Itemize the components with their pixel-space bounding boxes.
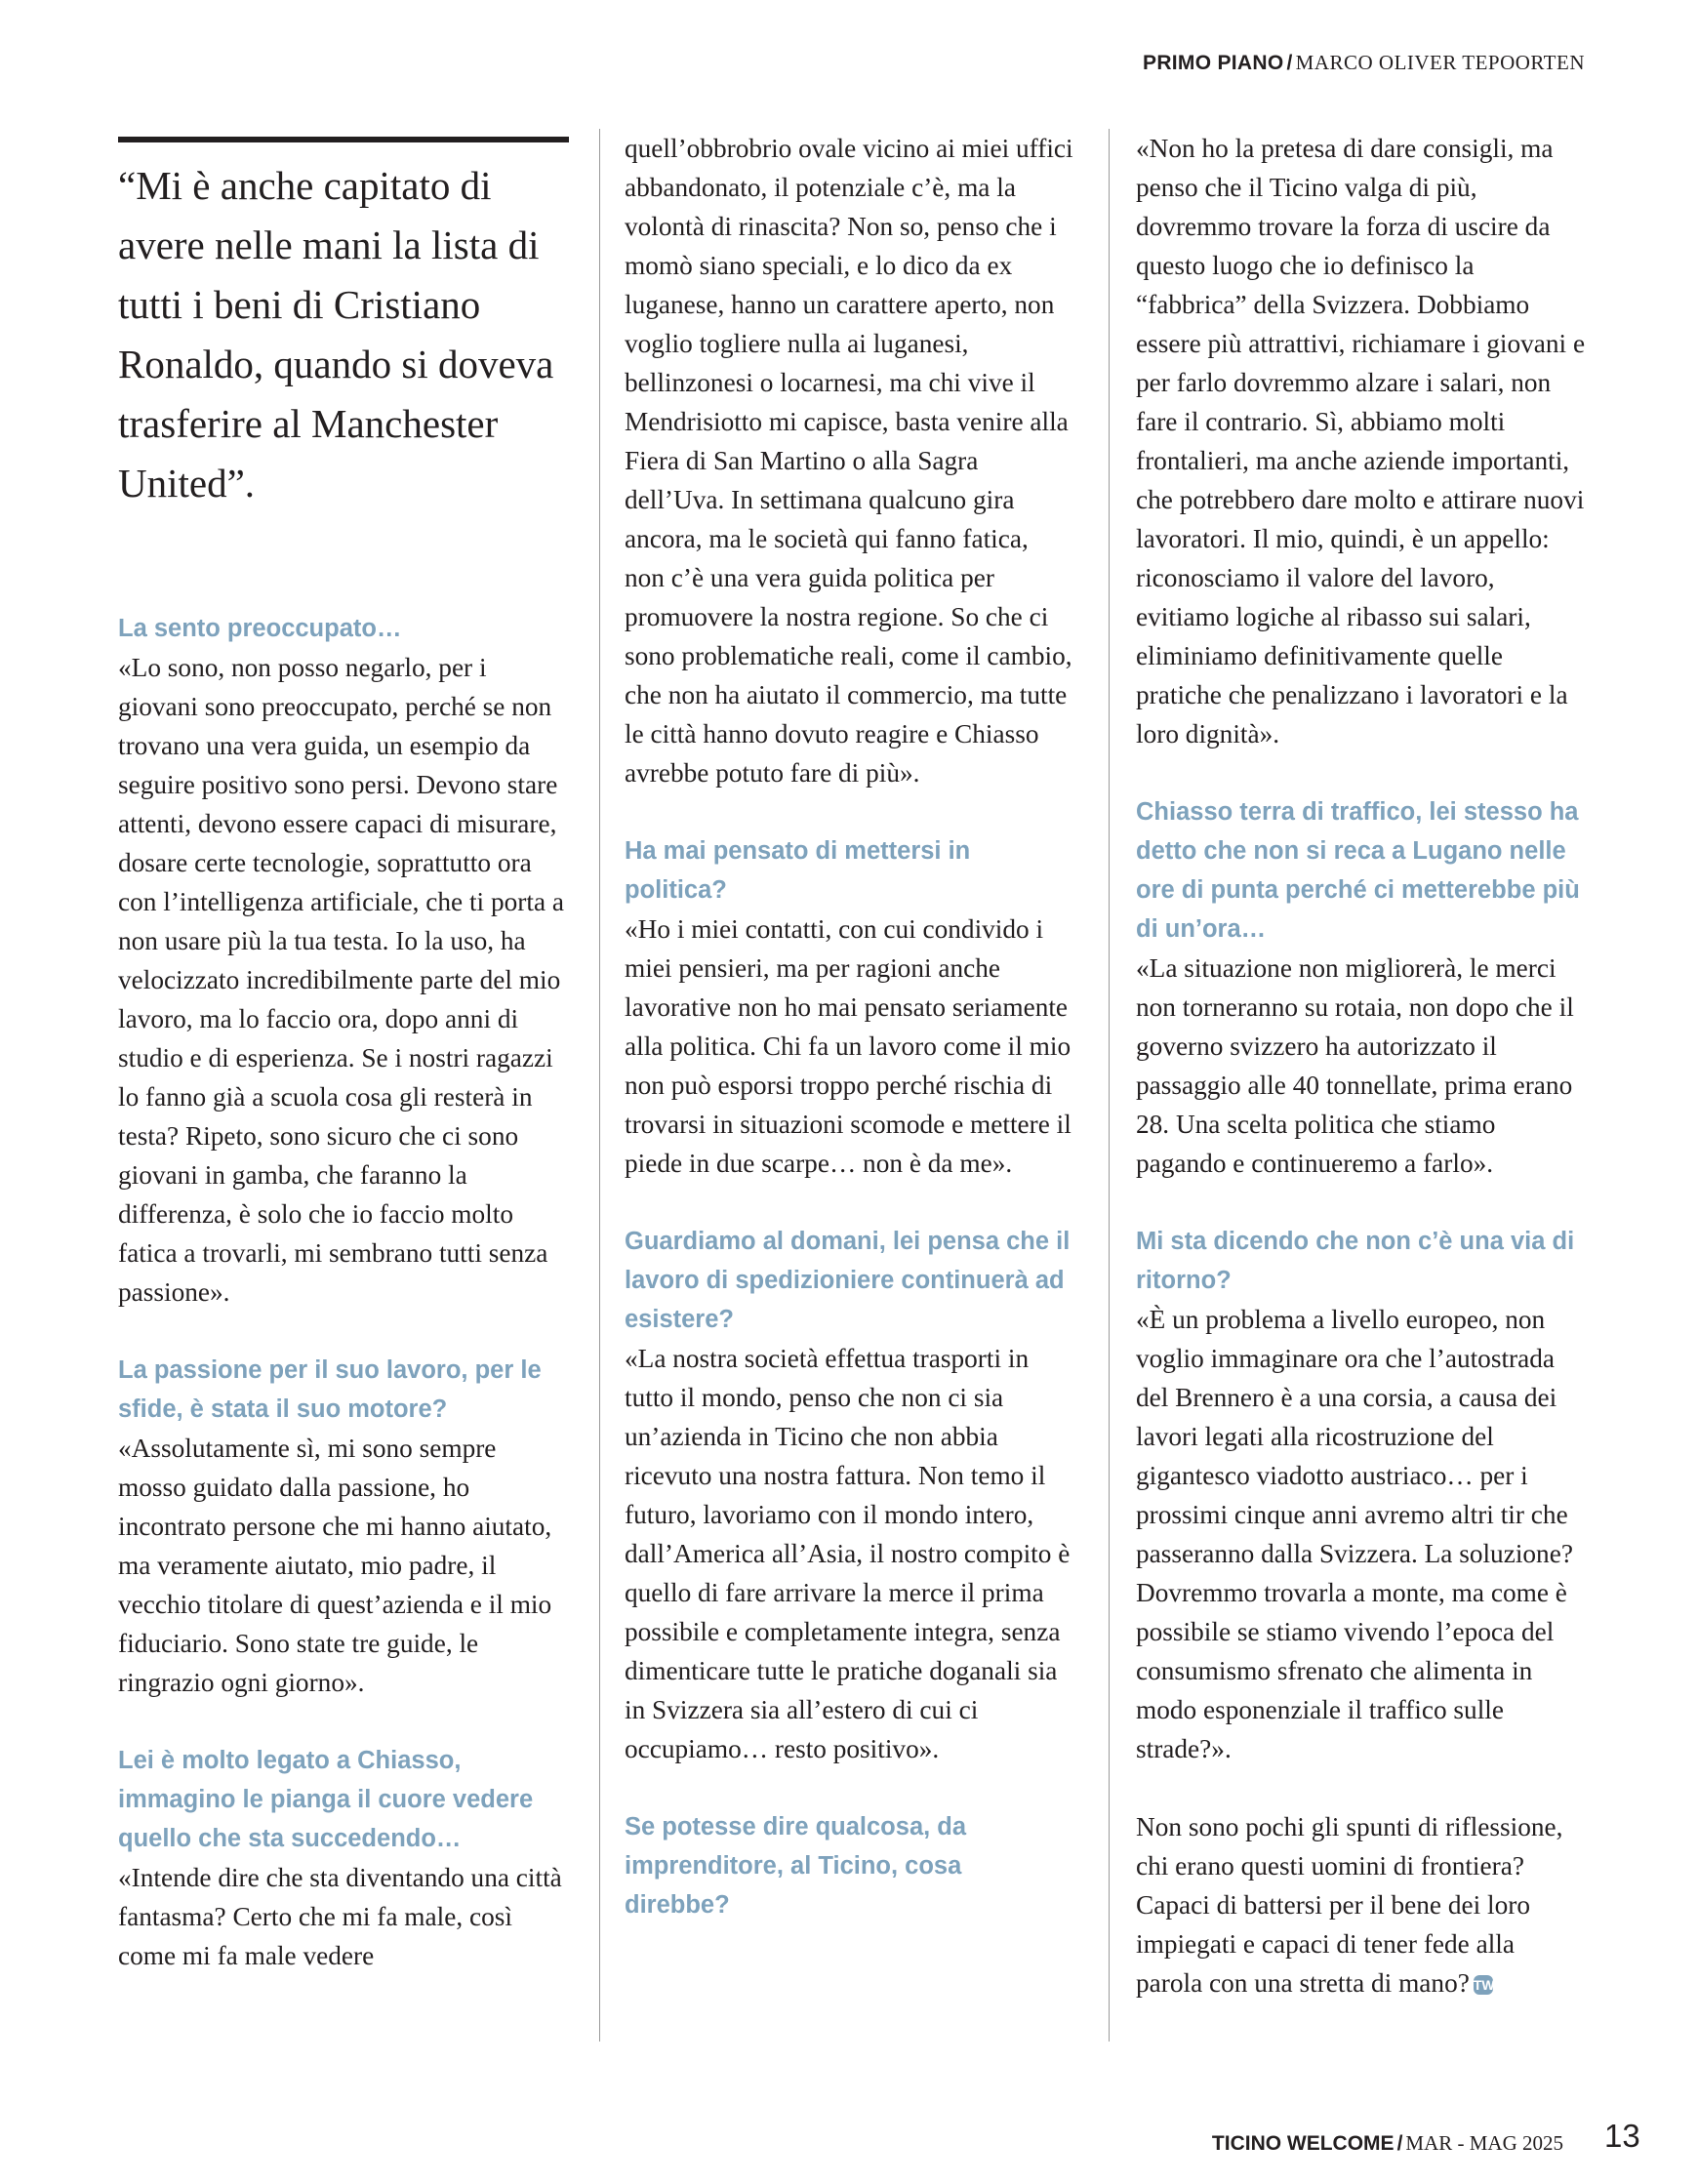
interview-question: Ha mai pensato di mettersi in politica? (625, 837, 971, 904)
interview-answer: quell’obbrobrio ovale vicino ai miei uffici abbandonato, il potenziale c’è, ma la volontà di rinascita? Non so, penso che i momò siano speciali, e lo dico da ex luganese, hanno un carattere aperto, non voglio togliere nulla ai luganesi, bellinzonesi o locarnesi, ma chi vive il Mendrisiotto mi capisce, basta venire alla Fiera di San Martino o alla Sagra dell’Uva. In settimana qualcuno gira ancora, ma le società qui fanno fatica, non c’è una vera guida politica per promuovere la nostra regione. So che ci sono problematiche reali, come il cambio, che non ha aiutato il commercio, ma tutte le città hanno dovuto reagire e Chiasso avrebbe potuto fare di più». (625, 134, 1073, 788)
header-separator: / (1286, 52, 1293, 74)
interview-answer: «La situazione non migliorerà, le merci non torneranno su rotaia, non dopo che il governo svizzero ha autorizzato il passaggio alle 40 tonnellate, prima erano 28. Una scelta politica che stiamo pagando e continueremo a farlo». (1136, 953, 1574, 1178)
interview-answer: «Lo sono, non posso negarlo, per i giovani sono preoccupato, perché se non trovano una vera guida, un esempio da seguire positivo sono persi. Devono stare attenti, devono essere capaci di misurare, dosare certe tecnologie, soprattutto ora con l’intelligenza artificiale, che ti porta a non usare più la tua testa. Io la uso, ha velocizzato incredibilmente parte del mio lavoro, ma lo faccio ora, dopo anni di studio e di esperienza. Se i nostri ragazzi lo fanno già a scuola cosa gli resterà in testa? Ripeto, sono sicuro che ci sono giovani in gamba, che faranno la differenza, è solo che io faccio molto fatica a trovarli, mi sembrano tutti senza passione». (118, 653, 564, 1307)
column-divider (1109, 129, 1110, 2042)
closing-text: Non sono pochi gli spunti di riflessione, chi erano questi uomini di frontiera? Capaci di battersi per il bene dei loro impiegati e capaci di tener fede alla parola con una stretta di mano? (1136, 1812, 1563, 1998)
column-divider (599, 129, 600, 2042)
footer-separator: / (1396, 2132, 1403, 2155)
column-3 (1136, 129, 1587, 2002)
column-2 (625, 129, 1073, 1924)
interview-question: Chiasso terra di traffico, lei stesso ha detto che non si reca a Lugano nelle ore di punta perché ci metterebbe più di un’ora… (1136, 798, 1580, 943)
running-footer (1212, 2131, 1563, 2156)
pull-quote: “Mi è anche capitato di avere nelle mani la lista di tutti i beni di Cristiano Ronaldo, quando si doveva trasferire al Manchester United”. (118, 163, 554, 506)
running-header (1143, 51, 1585, 75)
interview-question: La sento preoccupato… (118, 615, 402, 642)
issue-date: MAR - MAG 2025 (1405, 2131, 1563, 2155)
interview-answer: «La nostra società effettua trasporti in tutto il mondo, penso che non ci sia un’azienda in Ticino che non abbia ricevuto una nostra fattura. Non temo il futuro, lavoriamo con il mondo intero, dall’America all’Asia, il nostro compito è quello di fare arrivare la merce il prima possibile e completamente integra, senza dimenticare tutte le pratiche doganali sia in Svizzera sia all’estero di cui ci occupiamo… resto positivo». (625, 1344, 1071, 1763)
section-label: PRIMO PIANO (1143, 52, 1284, 74)
interview-answer: «Intende dire che sta diventando una città fantasma? Certo che mi fa male, così come mi fa male vedere (118, 1863, 562, 1970)
magazine-title: TICINO WELCOME (1211, 2132, 1395, 2155)
interview-answer: «È un problema a livello europeo, non voglio immaginare ora che l’autostrada del Brennero è a una corsia, a causa dei lavori legati alla ricostruzione del gigantesco viadotto austriaco… per i prossimi cinque anni avremo altri tir che passeranno dalla Svizzera. La soluzione? Dovremmo trovarla a monte, ma come è possibile se stiamo vivendo l’epoca del consumismo sfrenato che alimenta in modo esponenziale il traffico sulle strade?». (1136, 1305, 1573, 1763)
interview-answer: «Assolutamente sì, mi sono sempre mosso guidato dalla passione, ho incontrato persone che mi hanno aiutato, ma veramente aiutato, mio padre, il vecchio titolare di quest’azienda e il mio fiduciario. Sono state tre guide, le ringrazio ogni giorno». (118, 1434, 552, 1697)
interview-question: Guardiamo al domani, lei pensa che il lavoro di spedizioniere continuerà ad esistere? (625, 1228, 1071, 1333)
interview-answer: «Ho i miei contatti, con cui condivido i miei pensieri, ma per ragioni anche lavorative non ho mai pensato seriamente alla politica. Chi fa un lavoro come il mio non può esporsi troppo perché rischia di trovarsi in situazioni scomode e mettere il piede in due scarpe… non è da me». (625, 914, 1071, 1178)
pull-quote-rule (118, 137, 569, 142)
interview-answer: «Non ho la pretesa di dare consigli, ma penso che il Ticino valga di più, dovremmo trovare la forza di uscire da questo luogo che io definisco la “fabbrica” della Svizzera. Dobbiamo essere più attrattivi, richiamare i giovani e per farlo dovremmo alzare i salari, non fare il contrario. Sì, abbiamo molti frontalieri, ma anche aziende importanti, che potrebbero dare molto e attirare nuovi lavoratori. Il mio, quindi, è un appello: riconosciamo il valore del lavoro, evitiamo logiche al ribasso sui salari, eliminiamo definitivamente quelle pratiche che penalizzano i lavoratori e la loro dignità». (1136, 134, 1586, 748)
column-1 (118, 129, 569, 1975)
page-number: 13 (1604, 2118, 1640, 2154)
interview-question: Lei è molto legato a Chiasso, immagino le pianga il cuore vedere quello che sta succedendo… (118, 1747, 534, 1852)
article-subject-name: MARCO OLIVER TEPOORTEN (1295, 51, 1585, 74)
interview-question: Mi sta dicendo che non c’è una via di ritorno? (1136, 1228, 1575, 1294)
interview-question: Se potesse dire qualcosa, da imprenditore, al Ticino, cosa direbbe? (625, 1813, 967, 1919)
end-of-article-icon: TW (1473, 1977, 1495, 1993)
closing-paragraph (1136, 1807, 1587, 2002)
interview-question: La passione per il suo lavoro, per le sfide, è stata il suo motore? (118, 1356, 542, 1423)
